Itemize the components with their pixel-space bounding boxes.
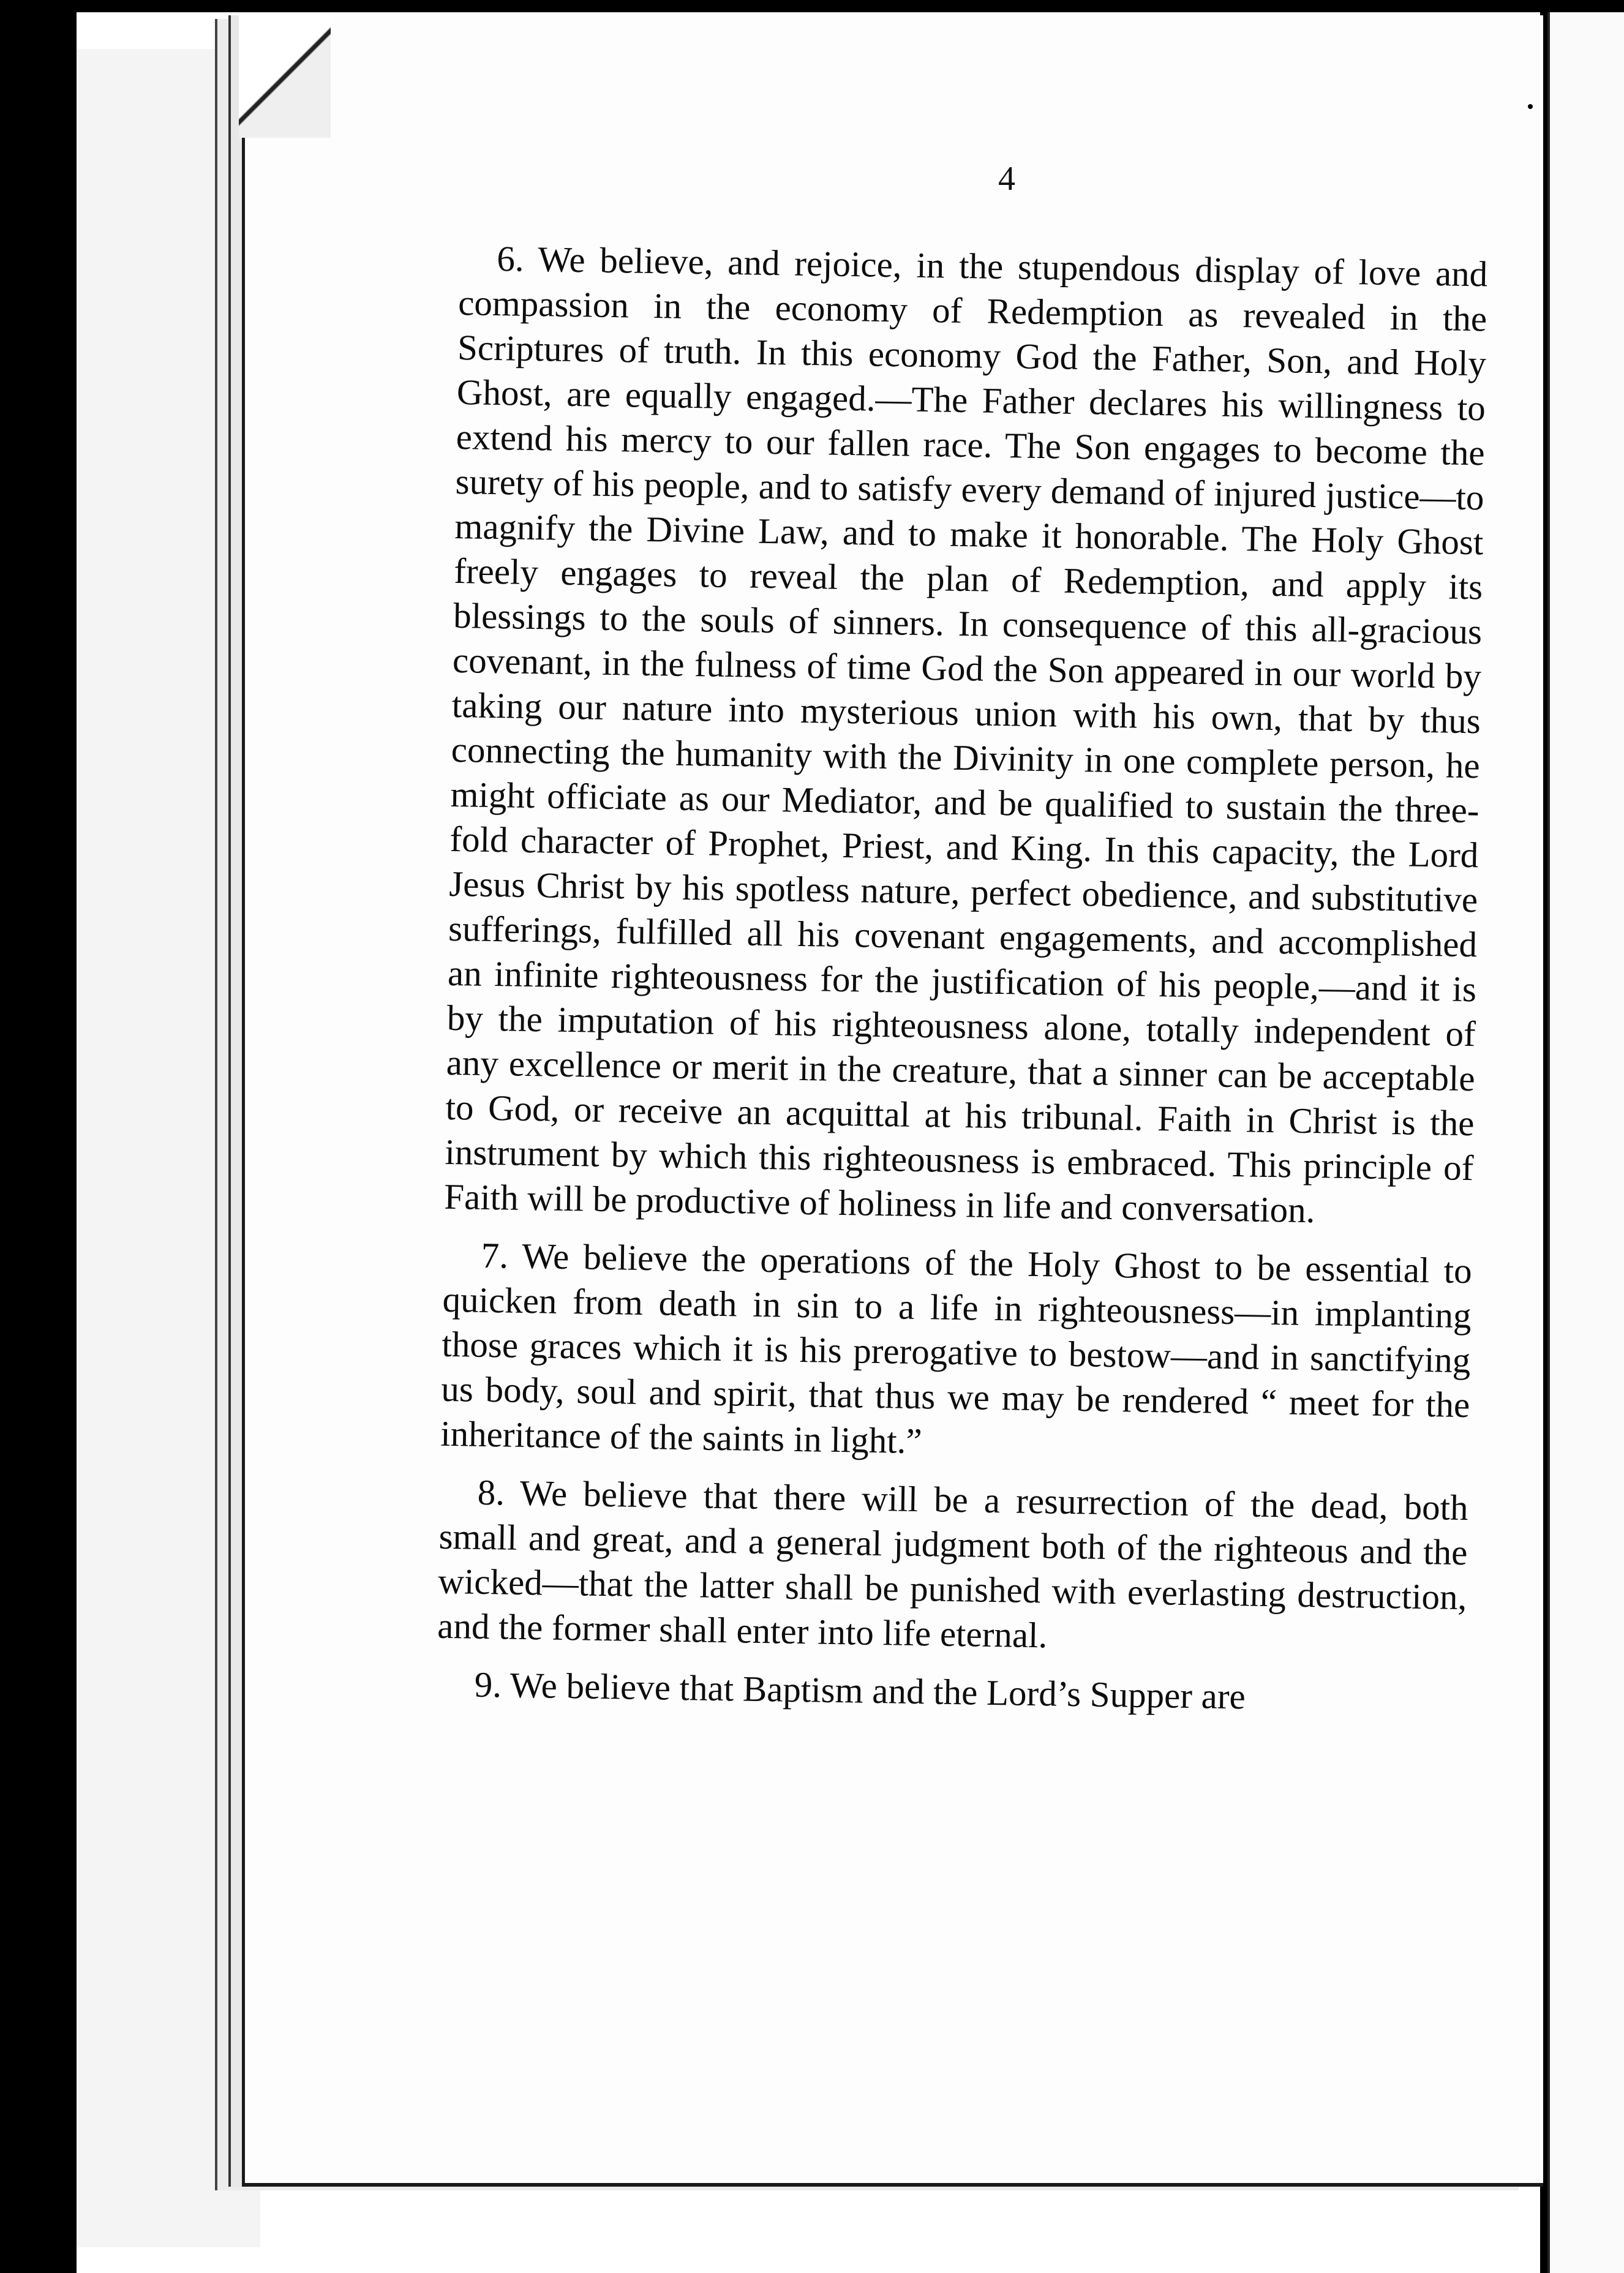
scan-border-left bbox=[0, 0, 77, 2273]
article-9: 9. We believe that Baptism and the Lord’s Supper are bbox=[474, 1664, 1246, 1717]
page-number: 4 bbox=[998, 160, 1015, 198]
folded-page-corner bbox=[239, 15, 331, 138]
ink-speck bbox=[1528, 104, 1533, 109]
article-7: 7. We believe the operations of the Holy Ghost to be essential to quicken from death in sin to a life in righteousness—in implanting those graces which it is his prerogative to bestow—and in sanctifying us body, soul and spirit, that thus we may be rendered “ meet for the inheritance of the saints in light.” bbox=[440, 1234, 1473, 1462]
body-text bbox=[436, 236, 1488, 1736]
article-6: 6. We believe, and rejoice, in the stupendous display of love and compassion in the economy of Redemption as revealed in the Scriptures of truth. In this economy God the Father, Son, and Holy Ghost, are equally engaged.—The Father declares his willingness to extend his mercy to our fallen race. The Son engages to become the surety of his people, and to satisfy every demand of injured justice—to magnify the Divine Law, and to make it honorable. The Holy Ghost freely engages to reveal the plan of Redemption, and apply its blessings to the souls of sinners. In consequence of this all-gracious covenant, in the fulness of time God the Son appeared in our world by taking our nature into mysterious union with his own, that by thus connecting the humanity with the Divinity in one complete person, he might officiate as our Mediator, and be qualified to sustain the three-fold character of Prophet, Priest, and King. In this capacity, the Lord Jesus Christ by his spotless nature, perfect obedience, and substitutive sufferings, fulfilled all his covenant engagements, and accomplished an infinite righteousness for the justification of his people,—and it is by the imputation of his righteousness alone, totally independent of any excellence or merit in the creature, that a sinner can be acceptable to God, or receive an acquittal at his tribunal. Faith in Christ is the instrument by which this righteousness is embraced. This principle of Faith will be productive of holiness in life and conversation. bbox=[443, 238, 1488, 1231]
underlying-leaf bbox=[77, 49, 260, 2247]
next-page-edge bbox=[1547, 12, 1624, 2273]
article-8: 8. We believe that there will be a resurrection of the dead, both small and great, and a general judgment both of the righteous and the wicked—that the latter shall be punished with everlasting destruction, and the former shall enter into life eternal. bbox=[437, 1471, 1469, 1656]
scan-border-top bbox=[0, 0, 1624, 12]
